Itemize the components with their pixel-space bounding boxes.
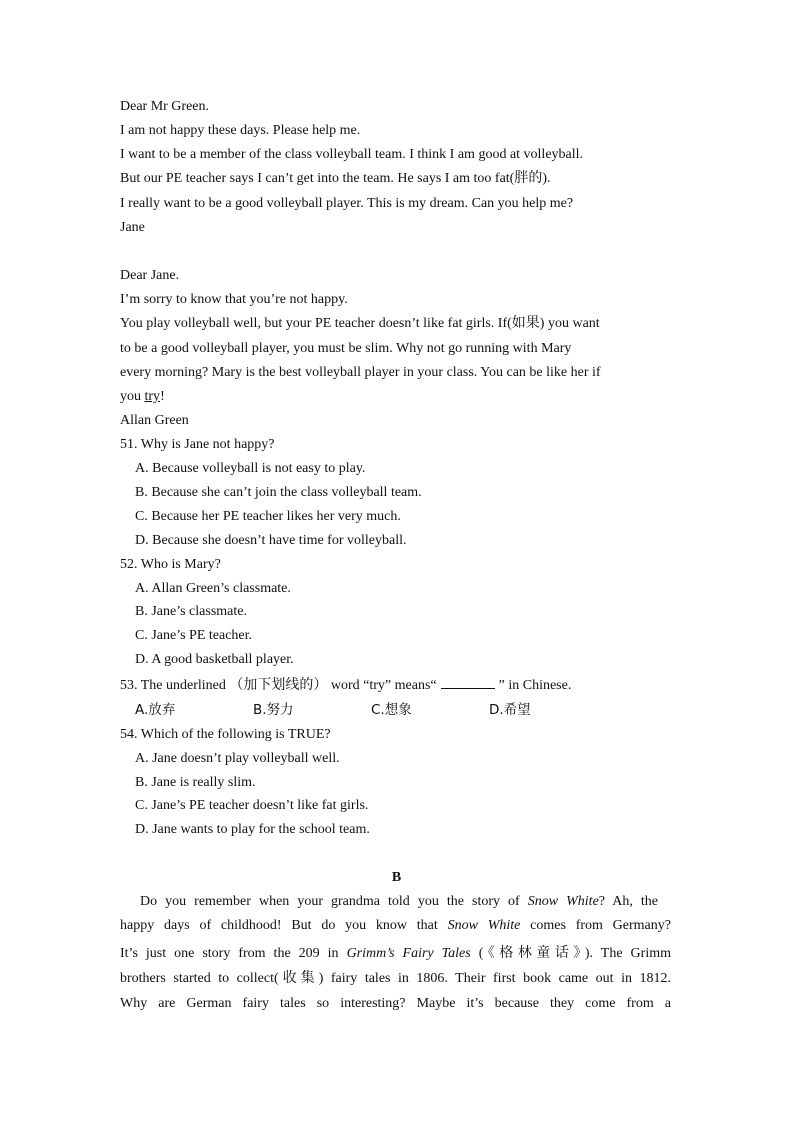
letter2-line: to be a good volleyball player, you must be slim. Why not go running with Mary	[120, 341, 572, 356]
question-51-stem: 51. Why is Jane not happy?	[120, 437, 275, 452]
passage-title-italic: Snow White	[527, 894, 599, 909]
letter2-last-suffix: !	[160, 389, 165, 404]
letter1-greeting: Dear Mr Green.	[120, 99, 210, 114]
question-53-stem-before: 53. The underlined （加下划线的） word “try” means“	[120, 678, 437, 693]
passage-text: ? Ah, the	[598, 894, 659, 909]
question-54-option: A. Jane doesn’t play volleyball well.	[135, 751, 340, 766]
question-54-option: D. Jane wants to play for the school team.	[135, 822, 370, 837]
letter1-signature: Jane	[120, 220, 145, 235]
letter1-line: I am not happy these days. Please help me.	[120, 123, 361, 138]
letter1-line: I want to be a member of the class volleyball team. I think I am good at volleyball.	[120, 147, 584, 162]
question-54-stem: 54. Which of the following is TRUE?	[120, 727, 331, 742]
passage-line: Why are German fairy tales so interesting? Maybe it’s because they come from a	[120, 996, 671, 1011]
underlined-word-try: try	[144, 389, 161, 404]
question-53-option: C.想象	[371, 702, 412, 718]
letter2-line: You play volleyball well, but your PE teacher doesn’t like fat girls. If(如果) you want	[120, 316, 600, 331]
passage-text: It’s just one story from the 209 in	[120, 946, 347, 961]
question-51-option: C. Because her PE teacher likes her very much.	[135, 509, 401, 524]
question-53-option: D.希望	[489, 702, 531, 718]
passage-line: brothers started to collect(收集) fairy tales in 1806. Their first book came out in 1812.	[120, 971, 671, 986]
letter2-line: every morning? Mary is the best volleyball player in your class. You can be like her if	[120, 365, 601, 380]
passage-text: comes from Germany?	[520, 918, 671, 933]
letter1-line: But our PE teacher says I can’t get into the team. He says I am too fat(胖的).	[120, 171, 551, 186]
passage-line	[120, 917, 671, 935]
question-52-option: B. Jane’s classmate.	[135, 604, 247, 619]
question-54-option: C. Jane’s PE teacher doesn’t like fat girls.	[135, 798, 369, 813]
question-53-option: B.努力	[253, 702, 294, 718]
question-53-option: A.放弃	[135, 702, 176, 718]
letter2-line: I’m sorry to know that you’re not happy.	[120, 292, 348, 307]
letter1-line: I really want to be a good volleyball player. This is my dream. Can you help me?	[120, 196, 574, 211]
letter2-last-prefix: you	[120, 389, 145, 404]
passage-line	[120, 945, 671, 963]
question-51-option: A. Because volleyball is not easy to play.	[135, 461, 366, 476]
question-52-option: A. Allan Green’s classmate.	[135, 581, 291, 596]
question-52-option: C. Jane’s PE teacher.	[135, 628, 253, 643]
question-53-stem-after: ” in Chinese.	[498, 678, 572, 693]
question-53-options	[135, 701, 607, 719]
letter2-signature: Allan Green	[120, 413, 189, 428]
passage-text: happy days of childhood! But do you know that	[120, 918, 448, 933]
passage-title-italic: Grimm’s Fairy Tales	[346, 946, 471, 961]
question-51-option: B. Because she can’t join the class volleyball team.	[135, 485, 422, 500]
question-54-option: B. Jane is really slim.	[135, 775, 256, 790]
letter2-greeting: Dear Jane.	[120, 268, 180, 283]
question-52-option: D. A good basketball player.	[135, 652, 294, 667]
question-51-option: D. Because she doesn’t have time for volleyball.	[135, 533, 407, 548]
section-b-heading: B	[391, 870, 402, 885]
question-52-stem: 52. Who is Mary?	[120, 557, 221, 572]
letter2-last-line	[120, 388, 165, 406]
passage-text: (《格林童话》). The Grimm	[470, 946, 671, 961]
passage-line	[140, 893, 658, 911]
passage-text: Do you remember when your grandma told you the story of	[140, 894, 528, 909]
question-53-stem	[120, 676, 571, 695]
passage-title-italic: Snow White	[447, 918, 521, 933]
answer-blank	[441, 676, 495, 689]
